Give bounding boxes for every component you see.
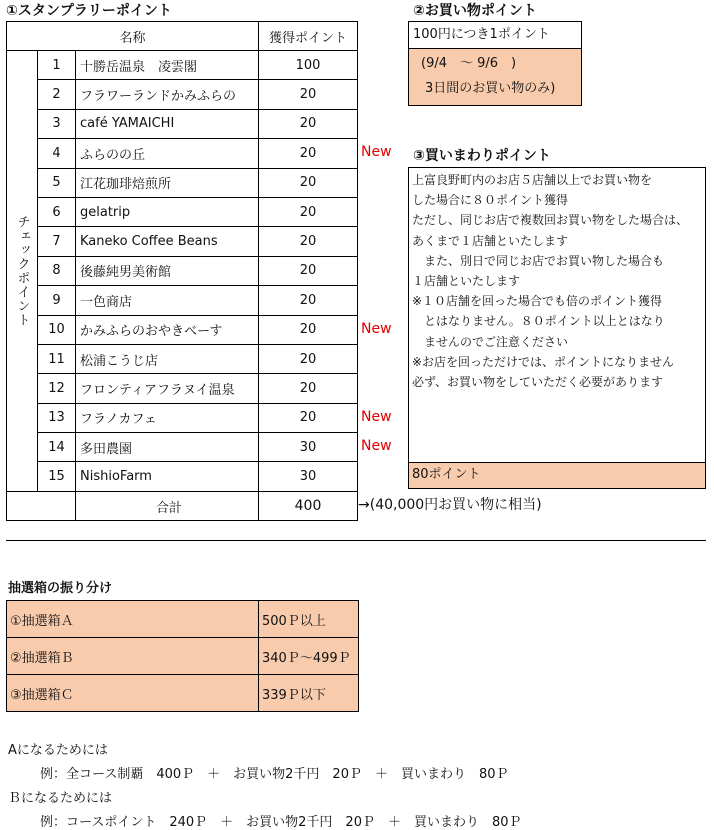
row-name: Kaneko Coffee Beans: [76, 227, 259, 256]
row-points: 20: [259, 197, 358, 226]
row-number: 2: [38, 80, 76, 109]
table-row: [7, 344, 358, 373]
row-points: 20: [259, 109, 358, 138]
table-row: [7, 315, 358, 344]
row-number: 13: [38, 403, 76, 432]
example-b: 例：コースポイント 240Ｐ ＋ お買い物2千円 20Ｐ ＋ 買いまわり 80Ｐ: [40, 815, 522, 830]
tour-line: ませんのでご注意ください: [412, 334, 569, 349]
row-number: 4: [38, 139, 76, 168]
row-points: 20: [259, 227, 358, 256]
tour-box: [408, 167, 706, 489]
row-name: gelatrip: [76, 197, 259, 226]
tour-line: とはなりません。８０ポイント以上とはなり: [412, 314, 665, 329]
row-name: 後藤純男美術館: [76, 256, 259, 285]
row-name: café YAMAICHI: [76, 109, 259, 138]
row-number: 9: [38, 286, 76, 315]
row-name: フラノカフェ: [76, 403, 259, 432]
table-row: [7, 227, 358, 256]
shopping-period-note: 3日間のお買い物のみ): [425, 81, 556, 96]
new-badge: New: [361, 408, 392, 425]
example-a-heading: Aになるためには: [8, 743, 108, 758]
table-header-row: [7, 22, 358, 51]
row-points: 20: [259, 168, 358, 197]
new-badge: New: [361, 320, 392, 337]
total-note: →(40,000円お買い物に相当): [358, 497, 542, 513]
stamp-rally-title: ①スタンプラリーポイント: [6, 3, 172, 19]
row-name: フラワーランドかみふらの: [76, 80, 259, 109]
row-number: 8: [38, 256, 76, 285]
table-row: [7, 433, 358, 462]
table-row: [7, 462, 358, 491]
row-points: 20: [259, 344, 358, 373]
row-points: 20: [259, 286, 358, 315]
row-number: 15: [38, 462, 76, 491]
tour-line: 必ず、お買い物をしていただく必要があります: [412, 375, 664, 390]
row-points: 20: [259, 374, 358, 403]
row-points: 100: [259, 51, 358, 80]
shopping-title: ②お買い物ポイント: [413, 3, 537, 19]
lottery-row: [7, 601, 359, 638]
lottery-box-name: ①抽選箱Ａ: [7, 601, 259, 638]
tour-line: ※お店を回っただけでは、ポイントになりません: [412, 354, 675, 369]
row-points: 20: [259, 315, 358, 344]
lottery-row: [7, 675, 359, 712]
row-number: 7: [38, 227, 76, 256]
tour-line: あくまで１店舗といたします: [412, 233, 569, 248]
total-blank-cell: [7, 491, 76, 520]
example-a: 例：全コース制覇 400Ｐ ＋ お買い物2千円 20Ｐ ＋ 買いまわり 80Ｐ: [40, 767, 509, 782]
tour-title: ③買いまわりポイント: [413, 148, 551, 164]
example-b-heading: Ｂになるためには: [8, 791, 113, 806]
stamp-rally-table: [6, 21, 358, 521]
row-number: 1: [38, 51, 76, 80]
row-number: 10: [38, 315, 76, 344]
table-row: [7, 286, 358, 315]
row-name: ふらのの丘: [76, 139, 259, 168]
lottery-title: 抽選箱の振り分け: [8, 581, 113, 596]
table-row: [7, 139, 358, 168]
table-row: [7, 51, 358, 80]
row-name: 多田農園: [76, 433, 259, 462]
row-points: 20: [259, 256, 358, 285]
total-value: 400: [259, 491, 358, 520]
lottery-box-range: 500Ｐ以上: [259, 601, 359, 638]
lottery-row: [7, 638, 359, 675]
tour-line: １店舗といたします: [412, 274, 521, 289]
tour-line: した場合に８０ポイント獲得: [412, 193, 569, 208]
shopping-period-area: [409, 49, 581, 105]
section-divider: [6, 540, 706, 541]
table-row: [7, 109, 358, 138]
table-row: [7, 168, 358, 197]
row-points: 30: [259, 433, 358, 462]
shopping-rate: 100円につき1ポイント: [409, 22, 581, 49]
tour-line: 上富良野町内のお店５店舗以上でお買い物を: [412, 173, 653, 187]
total-label: 合計: [76, 491, 259, 520]
header-name: 名称: [7, 22, 259, 51]
lottery-box-name: ③抽選箱Ｃ: [7, 675, 259, 712]
new-badge: New: [361, 144, 392, 161]
tour-line: ※１０店舗を回った場合でも倍のポイント獲得: [412, 294, 663, 309]
row-points: 30: [259, 462, 358, 491]
tour-line: また、別日で同じお店でお買い物した場合も: [412, 253, 665, 268]
table-row: [7, 374, 358, 403]
row-number: 5: [38, 168, 76, 197]
row-points: 20: [259, 403, 358, 432]
row-points: 20: [259, 139, 358, 168]
row-name: かみふらのおやきベーす: [76, 315, 259, 344]
header-points: 獲得ポイント: [259, 22, 358, 51]
row-number: 12: [38, 374, 76, 403]
lottery-box-range: 339Ｐ以下: [259, 675, 359, 712]
row-name: フロンティアフラヌイ温泉: [76, 374, 259, 403]
row-name: NishioFarm: [76, 462, 259, 491]
row-name: 十勝岳温泉 凌雲閣: [76, 51, 259, 80]
row-number: 3: [38, 109, 76, 138]
table-row: [7, 256, 358, 285]
new-badge: New: [361, 438, 392, 455]
shopping-box: [408, 21, 582, 106]
total-row: [7, 491, 358, 520]
checkpoint-label: チェックポイント: [7, 51, 38, 492]
table-row: [7, 197, 358, 226]
shopping-period: (9/4 ～ 9/6 ): [421, 56, 517, 71]
row-name: 松浦こうじ店: [76, 344, 259, 373]
table-row: [7, 80, 358, 109]
row-name: 江花珈琲焙煎所: [76, 168, 259, 197]
row-name: 一色商店: [76, 286, 259, 315]
lottery-box-range: 340Ｐ～499Ｐ: [259, 638, 359, 675]
table-row: [7, 403, 358, 432]
row-number: 11: [38, 344, 76, 373]
tour-points: 80ポイント: [409, 462, 705, 488]
row-number: 6: [38, 197, 76, 226]
tour-line: ただし、同じお店で複数回お買い物をした場合は、: [412, 213, 689, 228]
lottery-box-name: ②抽選箱Ｂ: [7, 638, 259, 675]
lottery-table: [6, 600, 359, 712]
row-number: 14: [38, 433, 76, 462]
row-points: 20: [259, 80, 358, 109]
tour-description: [409, 168, 705, 392]
